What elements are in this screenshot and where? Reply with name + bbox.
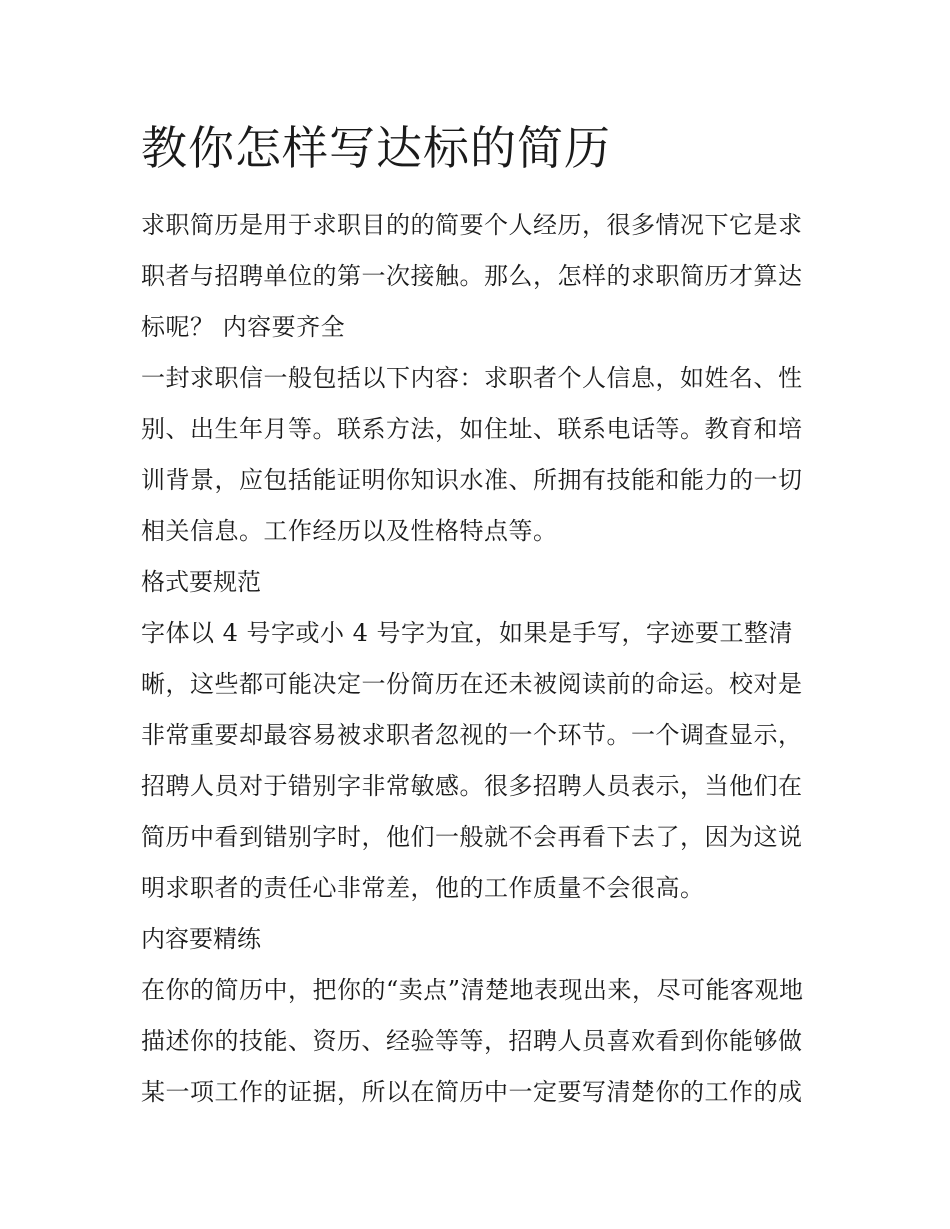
section2-line-5: 简历中看到错别字时，他们一般就不会再看下去了，因为这说 [141, 823, 803, 851]
document-page [141, 108, 813, 1118]
section2-line-1: 字体以 4 号字或小 4 号字为宜，如果是手写，字迹要工整清 [141, 619, 794, 647]
document-title: 教你怎样写达标的简历 [141, 121, 611, 175]
intro-paragraph [141, 200, 813, 353]
section2-line-4: 招聘人员对于错别字非常敏感。很多招聘人员表示，当他们在 [141, 772, 803, 800]
section2-line-2: 晰，这些都可能决定一份简历在还未被阅读前的命运。校对是 [141, 670, 803, 698]
section3-paragraph [141, 965, 813, 1118]
section1-paragraph [141, 353, 813, 557]
section1-line-2: 别、出生年月等。联系方法，如住址、联系电话等。教育和培 [141, 415, 803, 443]
section3-line-3: 某一项工作的证据，所以在简历中一定要写清楚你的工作的成 [141, 1078, 803, 1106]
section3-heading: 内容要精练 [141, 925, 261, 953]
section2-paragraph [141, 608, 813, 914]
intro-line-3: 标呢？ 内容要齐全 [141, 313, 346, 341]
intro-line-2: 职者与招聘单位的第一次接触。那么，怎样的求职简历才算达 [141, 262, 803, 290]
section1-line-3: 训背景，应包括能证明你知识水准、所拥有技能和能力的一切 [141, 466, 803, 494]
section2-line-6: 明求职者的责任心非常差，他的工作质量不会很高。 [141, 874, 705, 902]
intro-line-1: 求职简历是用于求职目的的简要个人经历，很多情况下它是求 [141, 211, 803, 239]
section3-line-2: 描述你的技能、资历、经验等等，招聘人员喜欢看到你能够做 [141, 1027, 803, 1055]
section1-line-4: 相关信息。工作经历以及性格特点等。 [141, 517, 558, 545]
section1-line-1: 一封求职信一般包括以下内容：求职者个人信息，如姓名、性 [141, 364, 803, 392]
section2-heading: 格式要规范 [141, 568, 261, 596]
section3-line-1: 在你的简历中，把你的“卖点”清楚地表现出来，尽可能客观地 [141, 976, 804, 1004]
section2-line-3: 非常重要却最容易被求职者忽视的一个环节。一个调查显示， [141, 721, 803, 749]
